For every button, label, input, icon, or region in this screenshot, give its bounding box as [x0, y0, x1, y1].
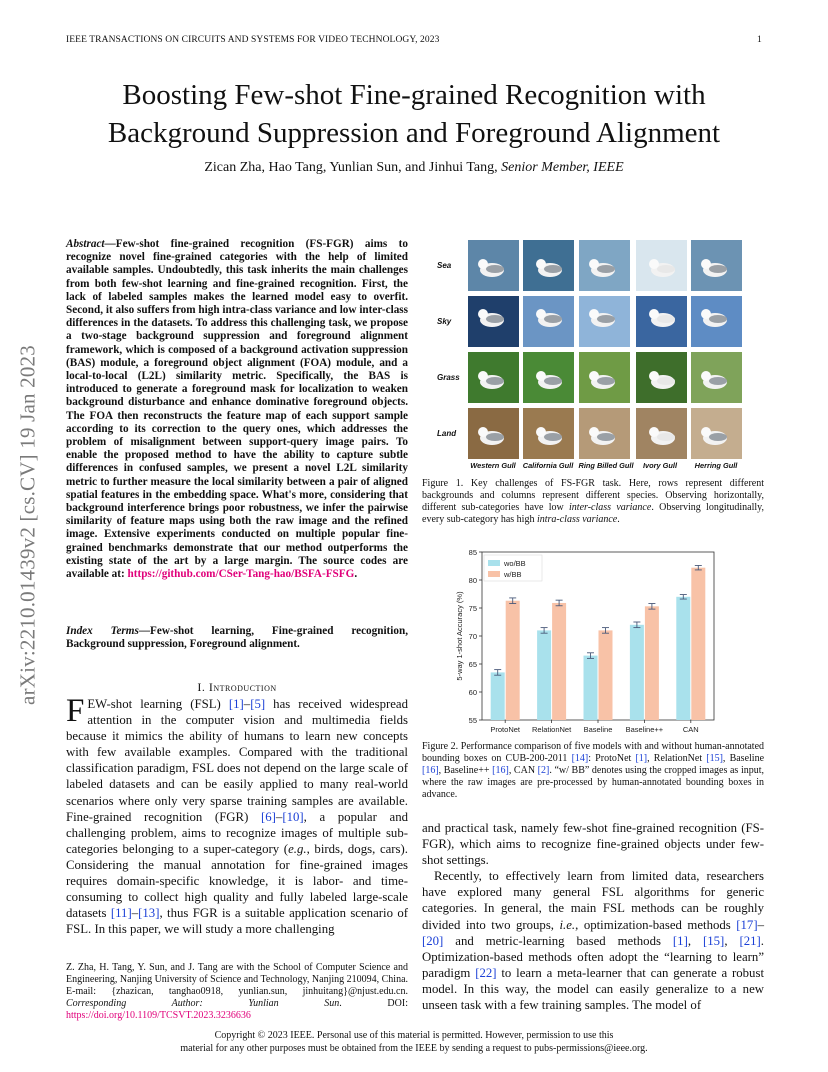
bar-wo-bb	[676, 597, 690, 720]
abstract-end: .	[354, 568, 358, 581]
author-footnote	[66, 962, 408, 1022]
drop-cap: F	[66, 693, 85, 729]
citation-dash: –	[243, 697, 251, 711]
arxiv-stamp	[8, 290, 48, 760]
x-tick-label: ProtoNet	[490, 725, 521, 734]
column-label-western-gull: Western Gull	[470, 461, 516, 470]
bird-photo	[691, 408, 742, 459]
bird-photo	[468, 352, 519, 403]
doi-link[interactable]: https://doi.org/10.1109/TCSVT.2023.3236636	[66, 1010, 251, 1021]
citation[interactable]: [22]	[475, 965, 497, 980]
abstract	[66, 238, 408, 581]
body-text: and metric-learning based methods	[443, 933, 673, 948]
author-membership: Senior Member, IEEE	[501, 160, 624, 175]
caption-text: Performance comparison of five models with and without human-annotated bounding boxes on CUB-200-2011	[422, 741, 765, 764]
citation[interactable]: [1]	[635, 753, 648, 764]
y-tick-label: 55	[468, 716, 477, 725]
caption-emphasis: inter-class variance	[569, 502, 652, 513]
caption-text: Key challenges of FS-FGR task. Here, rows represent different backgrounds and columns represent different species. Observing horizontally, different sub-categories have low	[422, 478, 765, 513]
bird-photo	[468, 240, 519, 291]
abstract-text: —Few-shot fine-grained recognition (FS-FGR) aims to recognize novel fine-grained categories with the help of limited available samples. Undoubtedly, this task inherits the main challenges from both few-shot learning and fine-grained recognition. First, the lack of labeled samples makes the learned model easy to overfit. Second, it also suffers from high intra-class variance and low inter-class differences in the datasets. To address this challenging task, we propose a two-stage background suppression and foreground alignment framework, which is composed of a background activation suppression (BAS) module, a foreground object alignment (FOA) module, and a local-to-local (L2L) similarity metric. Specifically, the BAS is introduced to generate a foreground mask for localization to weaken background disturbance and enhance dominative foreground objects. The FOA then reconstructs the feature map of each support sample according to its correction to the query ones, which addresses the problem of misalignment between support-query image pairs. To enable the proposed method to have the ability to capture subtle differences in confused samples, we present a novel L2L similarity metric to further measure the local similarity between a pair of aligned spatial features in the embedding space. What's more, considering that background interference brings poor robustness, we infer the pairwise similarity of feature maps using both the raw image and the refined image. Extensive experiments conducted on multiple popular fine-grained benchmarks demonstrate that our method outperforms the existing state of the art by a large margin. The source codes are available at:	[66, 238, 408, 581]
intro-text-2: has received widespread attention in the computer vision and multimedia fields because it mimics the ability of humans to learn new concepts with few available examples. Compared with the traditional classification paradigm, FSL does not depend on the large scale of labeled datasets and can be easily applied to many real-world scenarios where only very sparse training samples are available. Fine-grained recognition (FGR)	[66, 697, 408, 824]
bird-photo	[636, 352, 687, 403]
body-text: Recently, to effectively learn from limited data, researchers have explored many general FSL algorithms for generic categories. In general, the main FSL methods can be roughly divided into two groups,	[422, 869, 764, 932]
bar-w-bb	[552, 603, 566, 720]
body-text: . Optimization-based methods often adopt the “learning to learn” paradigm	[422, 933, 764, 980]
figure-2-chart	[452, 546, 722, 736]
intro-text-4: , birds, dogs, cars). Considering the manual annotation for fine-grained images requires domain-specific knowledge, it is labor- and time-consuming to collect high quality and fully labeled large-scale datasets	[66, 841, 409, 921]
caption-text: , Baseline++	[438, 765, 493, 776]
y-tick-label: 80	[468, 576, 477, 585]
bar-w-bb	[645, 606, 659, 720]
citation[interactable]: [17]	[736, 917, 758, 932]
figure-1-label: Figure 1.	[422, 478, 464, 489]
code-link[interactable]: https://github.com/CSer-Tang-hao/BSFA-FSFG	[127, 568, 355, 581]
y-tick-label: 70	[468, 632, 477, 641]
index-terms	[66, 625, 408, 651]
caption-text: , RelationNet	[647, 753, 707, 764]
caption-emphasis: intra-class variance	[536, 514, 618, 525]
bird-photo	[636, 240, 687, 291]
abstract-label: Abstract	[66, 238, 105, 250]
corresponding-author: Corresponding Author: Yunlian Sun	[66, 998, 340, 1009]
citation[interactable]: [10]	[282, 809, 304, 824]
citation[interactable]: [16]	[422, 765, 439, 776]
column-label-ring-billed-gull: Ring Billed Gull	[578, 461, 634, 470]
bar-w-bb	[599, 630, 613, 720]
bar-chart	[452, 546, 722, 736]
column-label-ivory-gull: Ivory Gull	[642, 461, 678, 470]
legend-swatch	[488, 571, 500, 577]
author-list	[60, 160, 768, 176]
x-tick-label: RelationNet	[531, 725, 572, 734]
bird-photo	[691, 352, 742, 403]
title-line-2: Background Suppression and Foreground Alignment	[107, 117, 721, 149]
section-numeral: I.	[197, 680, 209, 694]
row-label-grass: Grass	[437, 373, 460, 382]
figure-1	[432, 238, 764, 470]
citation[interactable]: [14]	[571, 753, 589, 764]
figure-2-label: Figure 2.	[422, 741, 459, 752]
bird-photo	[579, 408, 630, 459]
footnote-text: Z. Zha, H. Tang, Y. Sun, and J. Tang are with the School of Computer Science and Engineering, Nanjing University of Science and Technology, Nanjing 210094, China. E-mail: {zhazican, tanghao0918, yunlian.sun, jinhuitang}@njust.edu.cn.	[66, 962, 409, 997]
citation[interactable]: [13]	[138, 906, 160, 921]
row-label-sky: Sky	[437, 317, 452, 326]
bird-photo	[691, 240, 742, 291]
bird-photo	[691, 296, 742, 347]
bird-photo	[579, 352, 630, 403]
column-label-herring-gull: Herring Gull	[694, 461, 738, 470]
bird-photo	[579, 296, 630, 347]
citation[interactable]: [1]	[672, 933, 688, 948]
x-tick-label: Baseline	[583, 725, 613, 734]
x-tick-label: CAN	[682, 725, 699, 734]
bird-photo	[636, 296, 687, 347]
bar-wo-bb	[537, 630, 551, 720]
caption-text: , Baseline	[722, 753, 765, 764]
figure-1-caption	[422, 478, 764, 526]
bar-wo-bb	[491, 672, 505, 720]
bird-photo	[636, 408, 687, 459]
y-tick-label: 60	[468, 688, 477, 697]
legend-swatch	[488, 560, 500, 566]
figure-2-caption	[422, 741, 764, 801]
citation[interactable]: [15]	[706, 753, 723, 764]
intro-text-1: EW-shot learning (FSL)	[87, 697, 229, 711]
bird-photo	[523, 240, 574, 291]
column-label-california-gull: California Gull	[522, 461, 574, 470]
bird-photo	[468, 296, 519, 347]
bird-photo	[523, 296, 574, 347]
bird-photo	[579, 240, 630, 291]
y-tick-label: 65	[468, 660, 477, 669]
row-label-land: Land	[437, 429, 457, 438]
citation[interactable]: [6]	[260, 809, 276, 824]
copyright-line-2: material for any other purposes must be obtained from the IEEE by sending a request to pubs-permissions@ieee.org.	[180, 1043, 648, 1054]
title-line-1: Boosting Few-shot Fine-grained Recognition with	[122, 79, 706, 111]
legend-label: wo/BB	[504, 559, 526, 568]
bar-wo-bb	[584, 656, 598, 720]
legend-label: w/BB	[504, 570, 522, 579]
page-number: 1	[757, 35, 762, 45]
citation[interactable]: [1]	[228, 697, 244, 711]
citation-dash: –	[275, 809, 283, 824]
bird-photo	[523, 408, 574, 459]
caption-text: , CAN	[508, 765, 538, 776]
intro-paragraph	[66, 693, 409, 937]
bird-photo	[523, 352, 574, 403]
bar-wo-bb	[630, 625, 644, 720]
body-text: to learn a meta-learner that can generate a robust model. In this way, the model can easily generalize to a new unseen task with a few training samples. The model of	[422, 965, 764, 1013]
section-title: Introduction	[208, 680, 277, 694]
x-tick-label: Baseline++	[625, 725, 664, 734]
body-text: , optimization-based methods	[575, 917, 737, 932]
arxiv-stamp-text: arXiv:2210.01439v2 [cs.CV] 19 Jan 2023	[15, 345, 40, 705]
caption-text: . “w/ BB” denotes using the cropped images as input, where the raw images are pre-processed by human-annotated bounding boxes in advance.	[422, 765, 764, 800]
body-paragraph	[422, 868, 764, 1013]
citation[interactable]: [20]	[422, 933, 444, 948]
row-label-sea: Sea	[437, 261, 452, 270]
author-names: Zican Zha, Hao Tang, Yunlian Sun, and Jinhui Tang,	[204, 160, 502, 175]
citation-comma: ,	[687, 933, 703, 948]
citation[interactable]: [21]	[739, 933, 761, 948]
citation[interactable]: [5]	[250, 697, 266, 711]
intro-text-5: , thus FGR is a suitable application scenario of FSL. In this paper, we will study a more challenging	[66, 906, 408, 937]
citation[interactable]: [16]	[492, 765, 509, 776]
caption-text: . Observing longitudinally, every sub-category has high	[422, 502, 764, 525]
y-axis-label: 5-way 1-shot Accuracy (%)	[455, 591, 464, 681]
citation[interactable]: [15]	[702, 933, 725, 948]
y-tick-label: 75	[468, 604, 477, 613]
bar-w-bb	[506, 601, 520, 720]
caption-text: : ProtoNet	[588, 753, 636, 764]
intro-text-3: , a popular and challenging problem, aims to recognize images of multiple sub-categories belonging to a super-category (	[66, 809, 408, 856]
journal-header: IEEE TRANSACTIONS ON CIRCUITS AND SYSTEMS FOR VIDEO TECHNOLOGY, 2023	[66, 35, 440, 45]
copyright-line-1: Copyright © 2023 IEEE. Personal use of this material is permitted. However, permission to use this	[214, 1030, 614, 1041]
bird-photo	[468, 408, 519, 459]
right-column-text	[422, 820, 764, 1013]
y-tick-label: 85	[468, 548, 477, 557]
citation-dash: –	[757, 917, 764, 932]
paper-title	[60, 76, 768, 152]
index-terms-text: —Few-shot learning, Fine-grained recognition, Background suppression, Foreground alignment.	[66, 625, 408, 651]
citation[interactable]: [11]	[110, 906, 132, 921]
bar-w-bb	[691, 568, 705, 720]
index-terms-label: Index Terms	[66, 625, 139, 637]
doi-label: . DOI:	[339, 998, 408, 1009]
caption-text: .	[617, 514, 620, 525]
body-paragraph: and practical task, namely few-shot fine-grained recognition (FS-FGR), which aims to recognize fine-grained objects under few-shot settings.	[422, 821, 764, 868]
citation-dash: –	[131, 906, 139, 921]
citation-comma: ,	[724, 933, 740, 948]
body-emphasis: i.e.	[559, 917, 576, 932]
copyright-notice	[60, 1029, 768, 1055]
intro-eg: e.g.	[288, 841, 307, 856]
section-heading	[66, 680, 408, 695]
citation[interactable]: [2]	[537, 765, 550, 776]
